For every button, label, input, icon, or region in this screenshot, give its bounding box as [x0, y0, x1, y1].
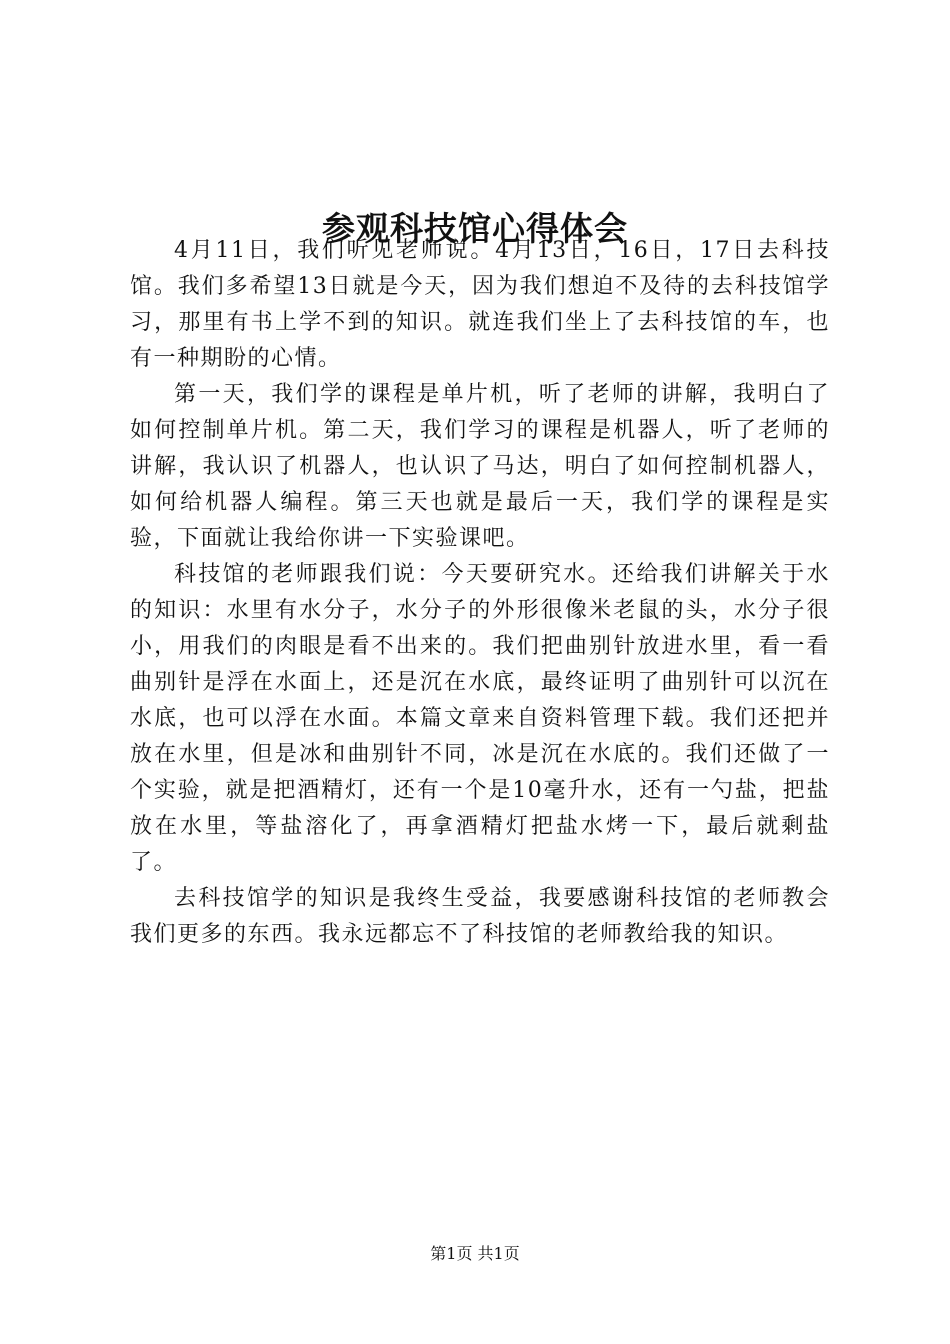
page-footer: 第1页 共1页 — [430, 1244, 520, 1263]
paragraph-1: 4月11日，我们听见老师说。4月13日，16日，17日去科技馆。我们多希望13日就是今天，因为我们想迫不及待的去科技馆学习，那里有书上学不到的知识。就连我们坐上了去科技馆的车，也有一种期盼的心情。 — [130, 238, 830, 371]
paragraph-3: 科技馆的老师跟我们说：今天要研究水。还给我们讲解关于水的知识：水里有水分子，水分子的外形很像米老鼠的头，水分子很小，用我们的肉眼是看不出来的。我们把曲别针放进水里，看一看曲别针是浮在水面上，还是沉在水底，最终证明了曲别针可以沉在水底，也可以浮在水面。本篇文章来自资料管理下载。我们还把并放在水里，但是冰和曲别针不同，冰是沉在水底的。我们还做了一个实验，就是把酒精灯，还有一个是10毫升水，还有一勺盐，把盐放在水里，等盐溶化了，再拿酒精灯把盐水烤一下，最后就剩盐了。 — [130, 562, 830, 875]
paragraph-4: 去科技馆学的知识是我终生受益，我要感谢科技馆的老师教会我们更多的东西。我永远都忘不了科技馆的老师教给我的知识。 — [130, 886, 830, 947]
document-title: 参观科技馆心得体会 — [322, 209, 628, 249]
paragraph-2: 第一天，我们学的课程是单片机，听了老师的讲解，我明白了如何控制单片机。第二天，我们学习的课程是机器人，听了老师的讲解，我认识了机器人，也认识了马达，明白了如何控制机器人，如何给机器人编程。第三天也就是最后一天，我们学的课程是实验，下面就让我给你讲一下实验课吧。 — [130, 382, 830, 551]
document-body — [130, 233, 830, 953]
